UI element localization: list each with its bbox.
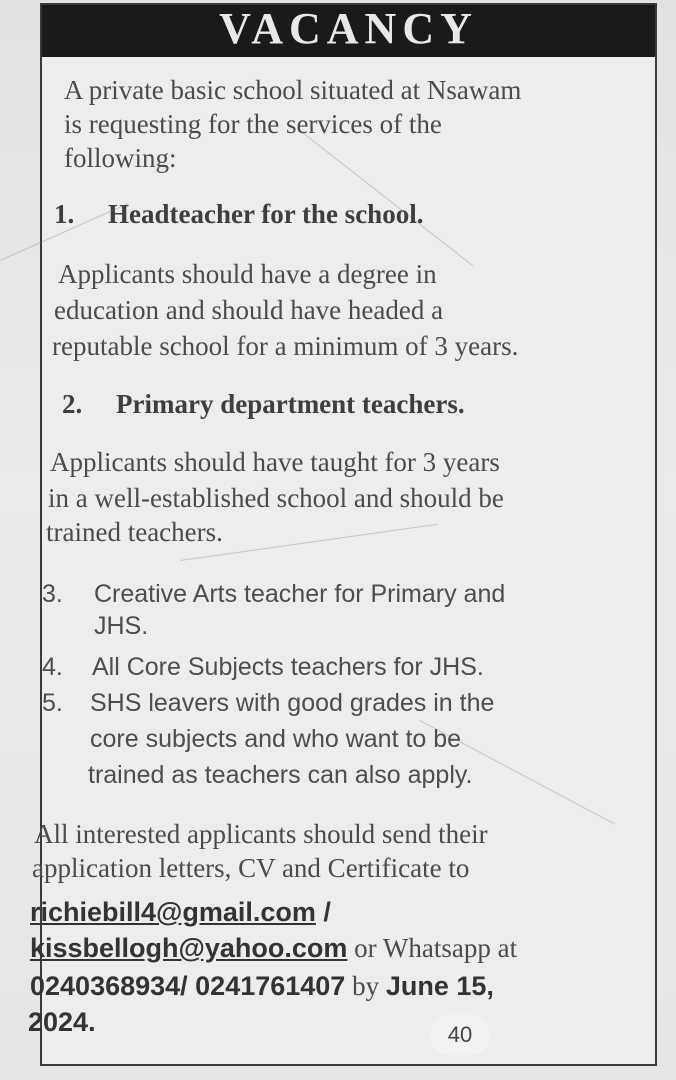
- intro-line-1: A private basic school situated at Nsawam: [64, 75, 522, 105]
- list-item-3-line-2: JHS.: [94, 612, 149, 640]
- whatsapp-text: or Whatsapp at: [347, 933, 518, 963]
- email-richiebill4[interactable]: richiebill4@gmail.com: [30, 897, 316, 927]
- position-1-desc-2: education and should have headed a: [54, 295, 444, 325]
- closing-line-5: [30, 971, 494, 1002]
- list-item-5-number: 5.: [42, 689, 63, 717]
- by-text: by: [345, 971, 386, 1001]
- closing-line-2: application letters, CV and Certificate to: [32, 853, 470, 883]
- position-2-heading: Primary department teachers.: [116, 389, 465, 419]
- list-item-4-line-1: All Core Subjects teachers for JHS.: [92, 653, 484, 681]
- position-2-number: 2.: [62, 389, 83, 419]
- page-number: 40: [430, 1015, 490, 1055]
- position-1-heading: Headteacher for the school.: [108, 199, 424, 229]
- list-item-3-line-1: Creative Arts teacher for Primary and: [94, 580, 506, 608]
- list-item-5-line-2: core subjects and who want to be: [90, 725, 462, 753]
- deadline-year: 2024.: [28, 1007, 96, 1037]
- phone-numbers: 0240368934/ 0241761407: [30, 971, 346, 1001]
- closing-line-4: [30, 933, 517, 964]
- intro-line-3: following:: [64, 143, 177, 173]
- position-1-desc-1: Applicants should have a degree in: [58, 259, 437, 289]
- closing-line-3: [30, 897, 331, 928]
- list-item-4-number: 4.: [42, 653, 63, 681]
- position-2-desc-3: trained teachers.: [46, 517, 223, 547]
- position-2-desc-1: Applicants should have taught for 3 years: [50, 447, 500, 477]
- closing-line-1: All interested applicants should send their: [34, 819, 488, 849]
- list-item-3-number: 3.: [42, 580, 63, 608]
- vacancy-advert: [28, 3, 657, 1066]
- list-item-5-line-3: trained as teachers can also apply.: [88, 761, 473, 789]
- deadline-date: June 15,: [385, 971, 494, 1001]
- position-2-desc-2: in a well-established school and should be: [48, 483, 504, 513]
- email-separator: /: [315, 897, 331, 927]
- list-item-5-line-1: SHS leavers with good grades in the: [90, 689, 495, 717]
- email-kissbellogh[interactable]: kissbellogh@yahoo.com: [30, 933, 348, 963]
- intro-line-2: is requesting for the services of the: [64, 109, 442, 139]
- position-1-desc-3: reputable school for a minimum of 3 years.: [52, 331, 519, 361]
- vacancy-title: VACANCY: [42, 5, 655, 57]
- position-1-number: 1.: [54, 199, 75, 229]
